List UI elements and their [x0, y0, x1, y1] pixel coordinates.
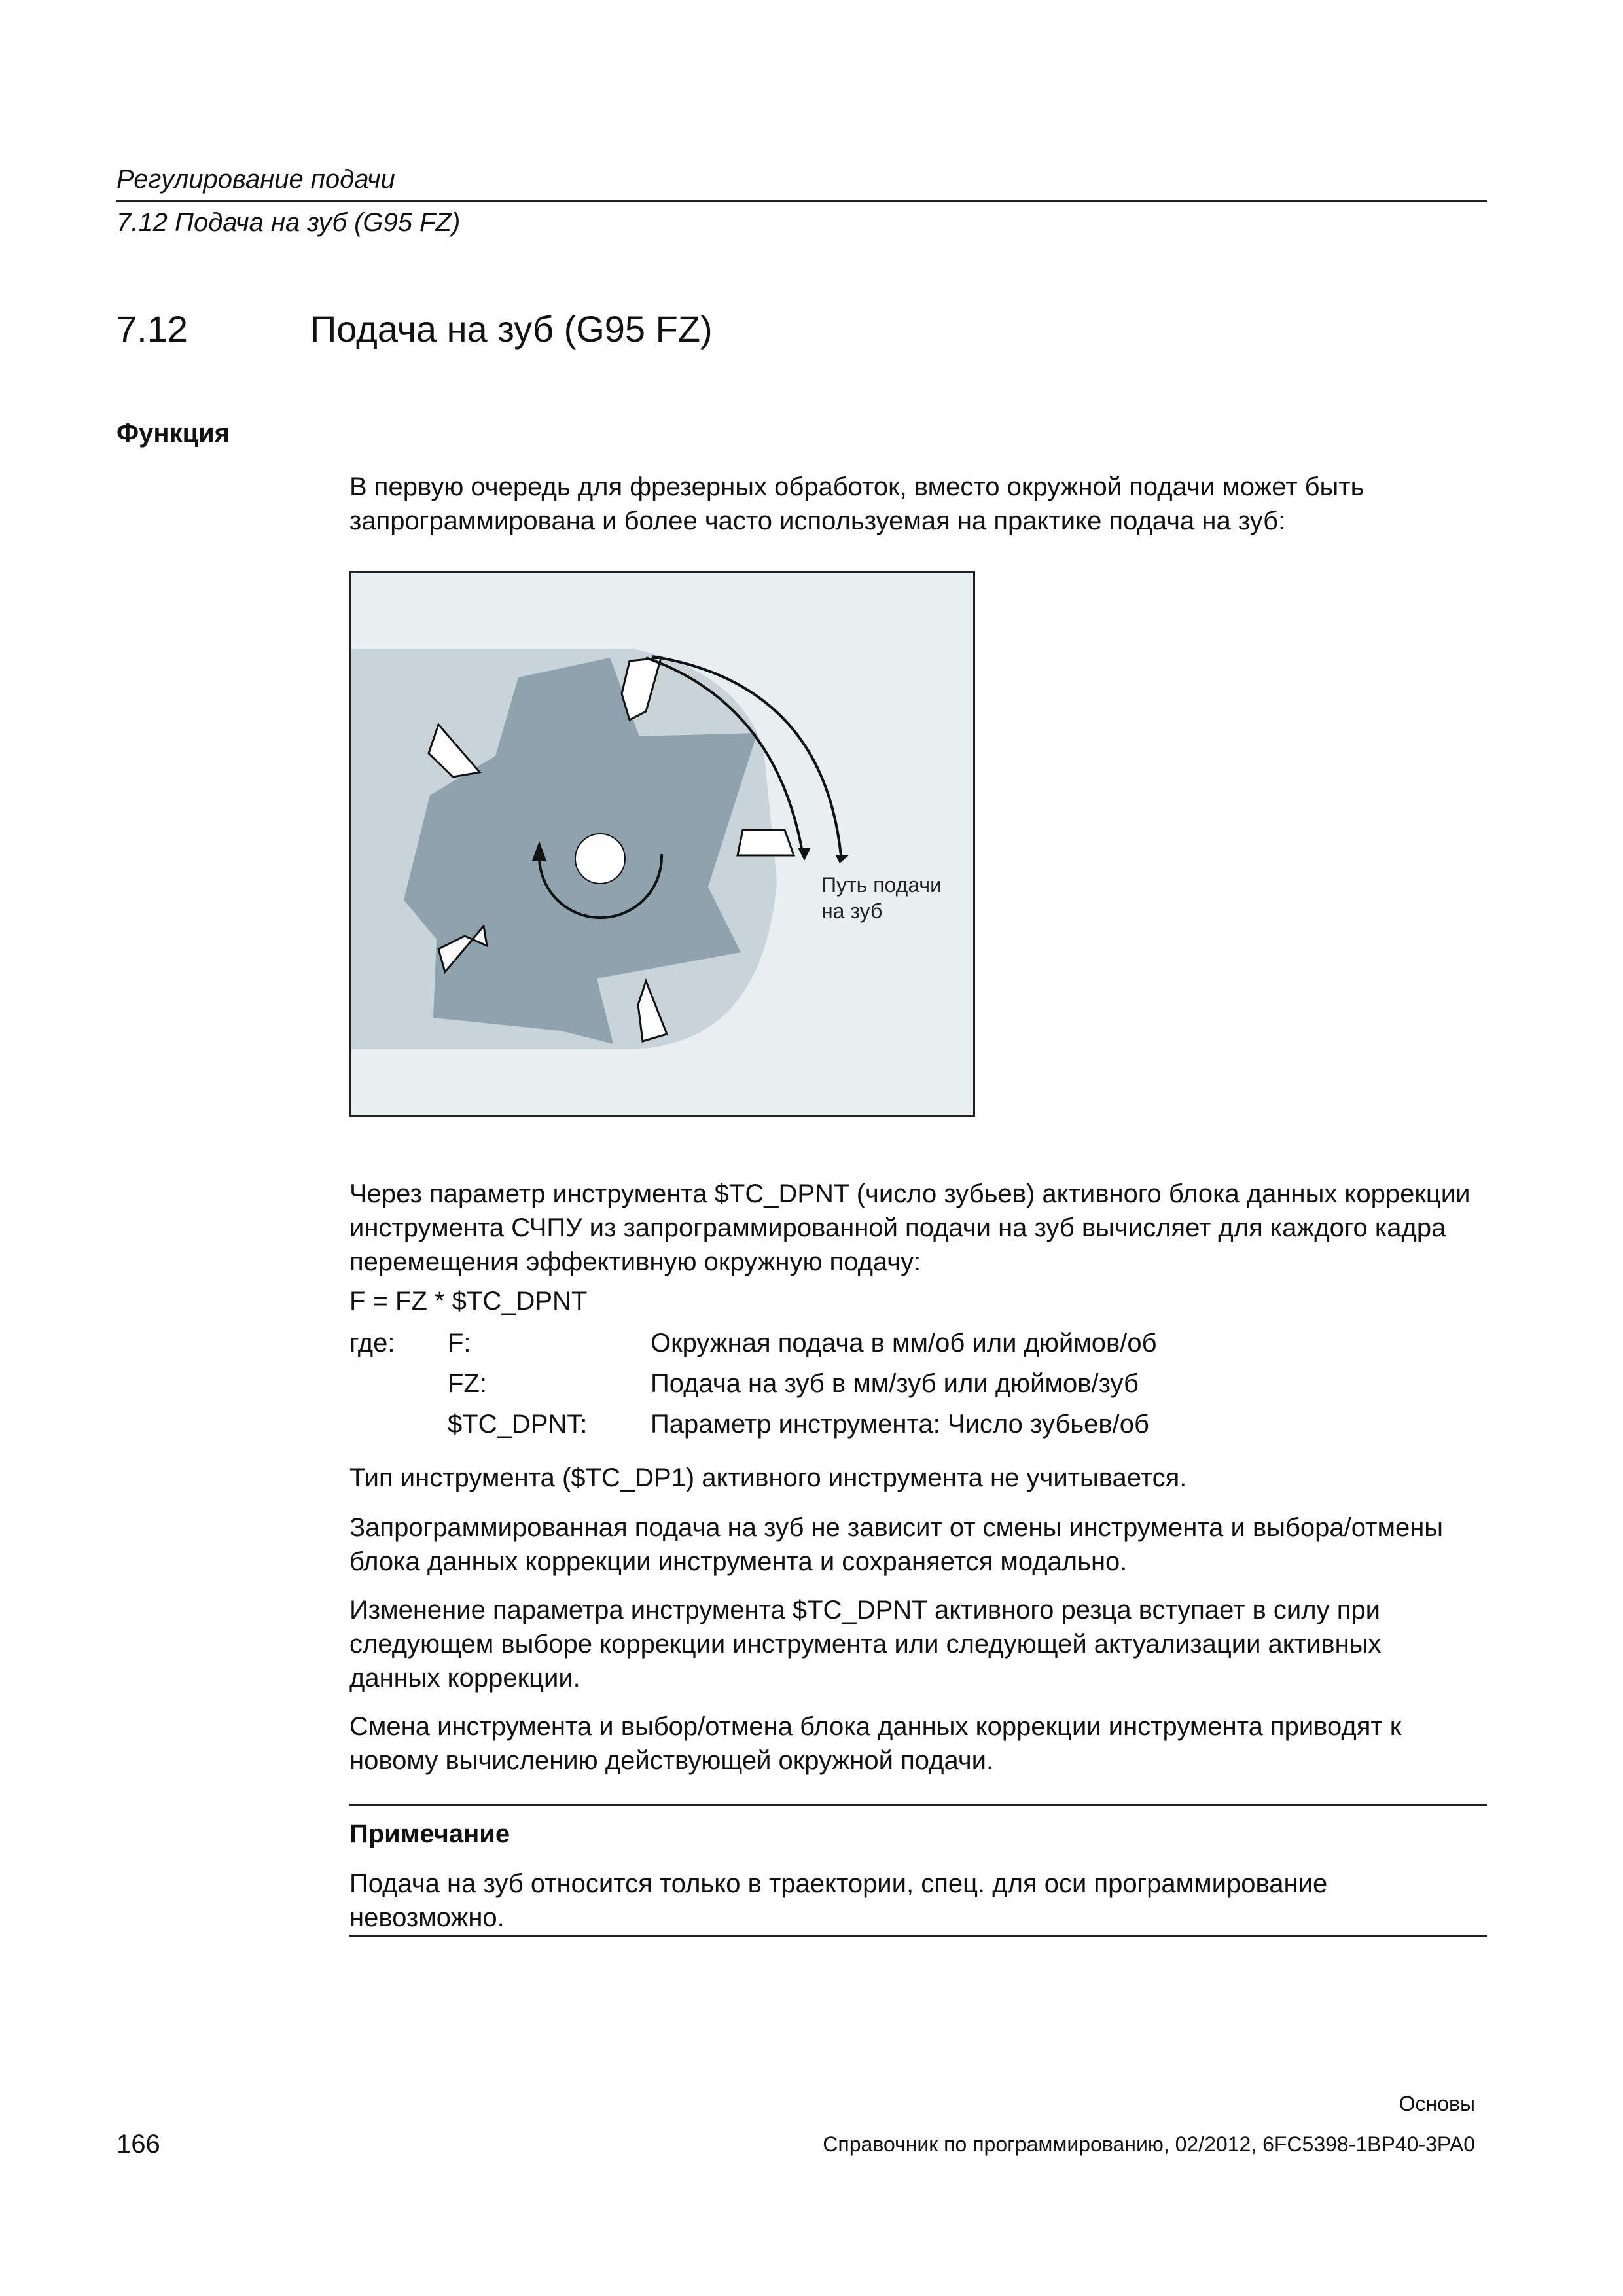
section-number: 7.12	[116, 308, 188, 350]
footer-reference: Справочник по программированию, 02/2012, 6FC5398-1BP40-3PA0	[823, 2132, 1475, 2156]
note-text: Подача на зуб относится только в траектории, спец. для оси программирование невозможно.	[349, 1869, 1328, 1932]
def-meaning-fz: Подача на зуб в мм/зуб или дюймов/зуб	[651, 1369, 1139, 1398]
feed-path-label-line1: Путь подачи	[821, 873, 942, 897]
formula: F = FZ * $TC_DPNT	[349, 1287, 588, 1316]
page-number: 166	[116, 2130, 160, 2159]
cutter-bore	[575, 834, 625, 884]
header-rule	[116, 200, 1487, 202]
footer-book: Основы	[1399, 2092, 1475, 2115]
paragraph-parameter-change: Изменение параметра инструмента $TC_DPNT активного резца вступает в силу при следующем выборе коррекции инструмента или следующей актуализации активных данных коррекции.	[349, 1596, 1382, 1693]
function-heading: Функция	[116, 419, 230, 448]
intro-paragraph	[349, 470, 1475, 538]
intro-text: В первую очередь для фрезерных обработок, вместо окружной подачи может быть запрограммирована и более часто используемая на практике подача на зуб:	[349, 473, 1364, 535]
cutter-insert-right	[738, 830, 794, 855]
running-header-chapter: Регулирование подачи	[116, 165, 395, 194]
running-header-section: 7.12 Подача на зуб (G95 FZ)	[116, 208, 461, 237]
note-top-rule	[349, 1804, 1487, 1806]
feed-path-label-line2: на зуб	[821, 899, 883, 923]
def-meaning-tc-dpnt: Параметр инструмента: Число зубьев/об	[651, 1410, 1149, 1439]
paragraph-modal-feed: Запрограммированная подача на зуб не зависит от смены инструмента и выбора/отмены блока данных коррекции инструмента и сохраняется модально.	[349, 1513, 1444, 1576]
paragraph-tool-change: Смена инструмента и выбор/отмена блока данных коррекции инструмента приводят к новому вычислению действующей окружной подачи.	[349, 1712, 1402, 1775]
explanation-text: Через параметр инструмента $TC_DPNT (число зубьев) активного блока данных коррекции инструмента СЧПУ из запрограммированной подачи на зуб вычисляет для каждого кадра перемещения эффективную окружную подачу:	[349, 1179, 1471, 1276]
section-title: Подача на зуб (G95 FZ)	[310, 308, 713, 350]
milling-cutter-figure	[349, 571, 975, 1117]
milling-cutter-diagram	[351, 573, 973, 1115]
def-symbol-f: F:	[448, 1329, 471, 1357]
note-bottom-rule	[349, 1935, 1487, 1937]
where-label: где:	[349, 1329, 395, 1357]
explanation-paragraph	[349, 1177, 1475, 1279]
note-heading: Примечание	[349, 1820, 510, 1848]
def-meaning-f: Окружная подача в мм/об или дюймов/об	[651, 1329, 1157, 1357]
def-symbol-tc-dpnt: $TC_DPNT:	[448, 1410, 588, 1439]
paragraph-tool-type: Тип инструмента ($TC_DP1) активного инструмента не учитывается.	[349, 1463, 1187, 1492]
def-symbol-fz: FZ:	[448, 1369, 487, 1398]
